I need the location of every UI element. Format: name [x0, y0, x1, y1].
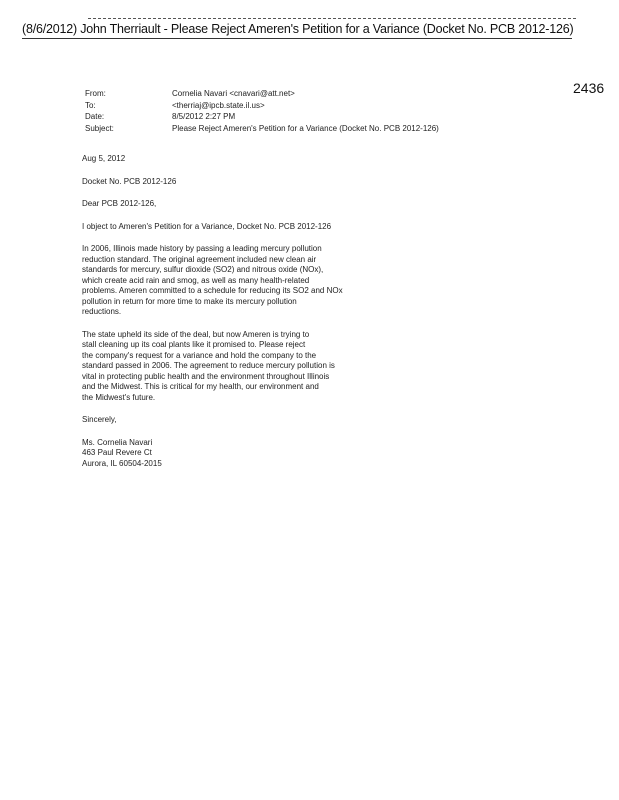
letter-body	[82, 154, 382, 469]
to-value: <therriaj@ipcb.state.il.us>	[172, 100, 265, 110]
email-metadata	[85, 88, 439, 134]
date-value: 8/5/2012 2:27 PM	[172, 112, 236, 121]
email-date-row	[85, 111, 439, 123]
date-label: Date:	[85, 112, 105, 121]
letter-date: Aug 5, 2012	[82, 154, 126, 163]
header-rule-bottom	[22, 38, 572, 40]
paragraph-line: standards for mercury, sulfur dioxide (SO2) and nitrous oxide (NOx),	[82, 265, 324, 274]
paragraph-line: pollution in return for more time to make its mercury pollution	[82, 296, 297, 306]
header-rule-top	[88, 18, 576, 20]
from-value: Cornelia Navari <cnavari@att.net>	[172, 89, 295, 98]
paragraph-line: problems. Ameren committed to a schedule for reducing its SO2 and NOx	[82, 286, 343, 295]
signature-name: Ms. Cornelia Navari	[82, 437, 153, 447]
subject-value: Please Reject Ameren's Petition for a Variance (Docket No. PCB 2012-126)	[172, 123, 439, 133]
paragraph-line: In 2006, Illinois made history by passing a leading mercury pollution	[82, 244, 322, 253]
letter-objection: I object to Ameren's Petition for a Variance, Docket No. PCB 2012-126	[82, 221, 332, 231]
signature-city: Aurora, IL 60504-2015	[82, 458, 162, 468]
email-subject-row	[85, 123, 439, 135]
to-label: To:	[85, 100, 96, 110]
from-label: From:	[85, 89, 106, 98]
document-header-title: (8/6/2012) John Therriault - Please Reject Ameren's Petition for a Variance (Docket No. PCB 2012-126)	[22, 22, 574, 36]
email-from-row	[85, 88, 439, 100]
paragraph-request	[82, 330, 382, 404]
letter-closing: Sincerely,	[82, 415, 117, 424]
paragraph-line: The state upheld its side of the deal, but now Ameren is trying to	[82, 329, 310, 339]
letter-salutation: Dear PCB 2012-126,	[82, 199, 157, 208]
email-to-row	[85, 100, 439, 112]
signature-block	[82, 438, 382, 470]
paragraph-line: the Midwest's future.	[82, 392, 156, 402]
paragraph-line: which create acid rain and smog, as well as many health-related	[82, 275, 310, 285]
paragraph-line: the company's request for a variance and hold the company to the	[82, 350, 317, 360]
paragraph-line: and the Midwest. This is critical for my health, our environment and	[82, 382, 319, 391]
letter-docket: Docket No. PCB 2012-126	[82, 176, 177, 186]
paragraph-history	[82, 244, 382, 318]
paragraph-line: stall cleaning up its coal plants like it promised to. Please reject	[82, 340, 306, 349]
paragraph-line: vital in protecting public health and the environment throughout Illinois	[82, 371, 330, 381]
paragraph-line: reductions.	[82, 307, 122, 316]
paragraph-line: standard passed in 2006. The agreement to reduce mercury pollution is	[82, 361, 335, 370]
page-number: 2436	[573, 80, 605, 96]
paragraph-line: reduction standard. The original agreement included new clean air	[82, 254, 317, 264]
signature-street: 463 Paul Revere Ct	[82, 448, 152, 457]
subject-label: Subject:	[85, 123, 114, 133]
